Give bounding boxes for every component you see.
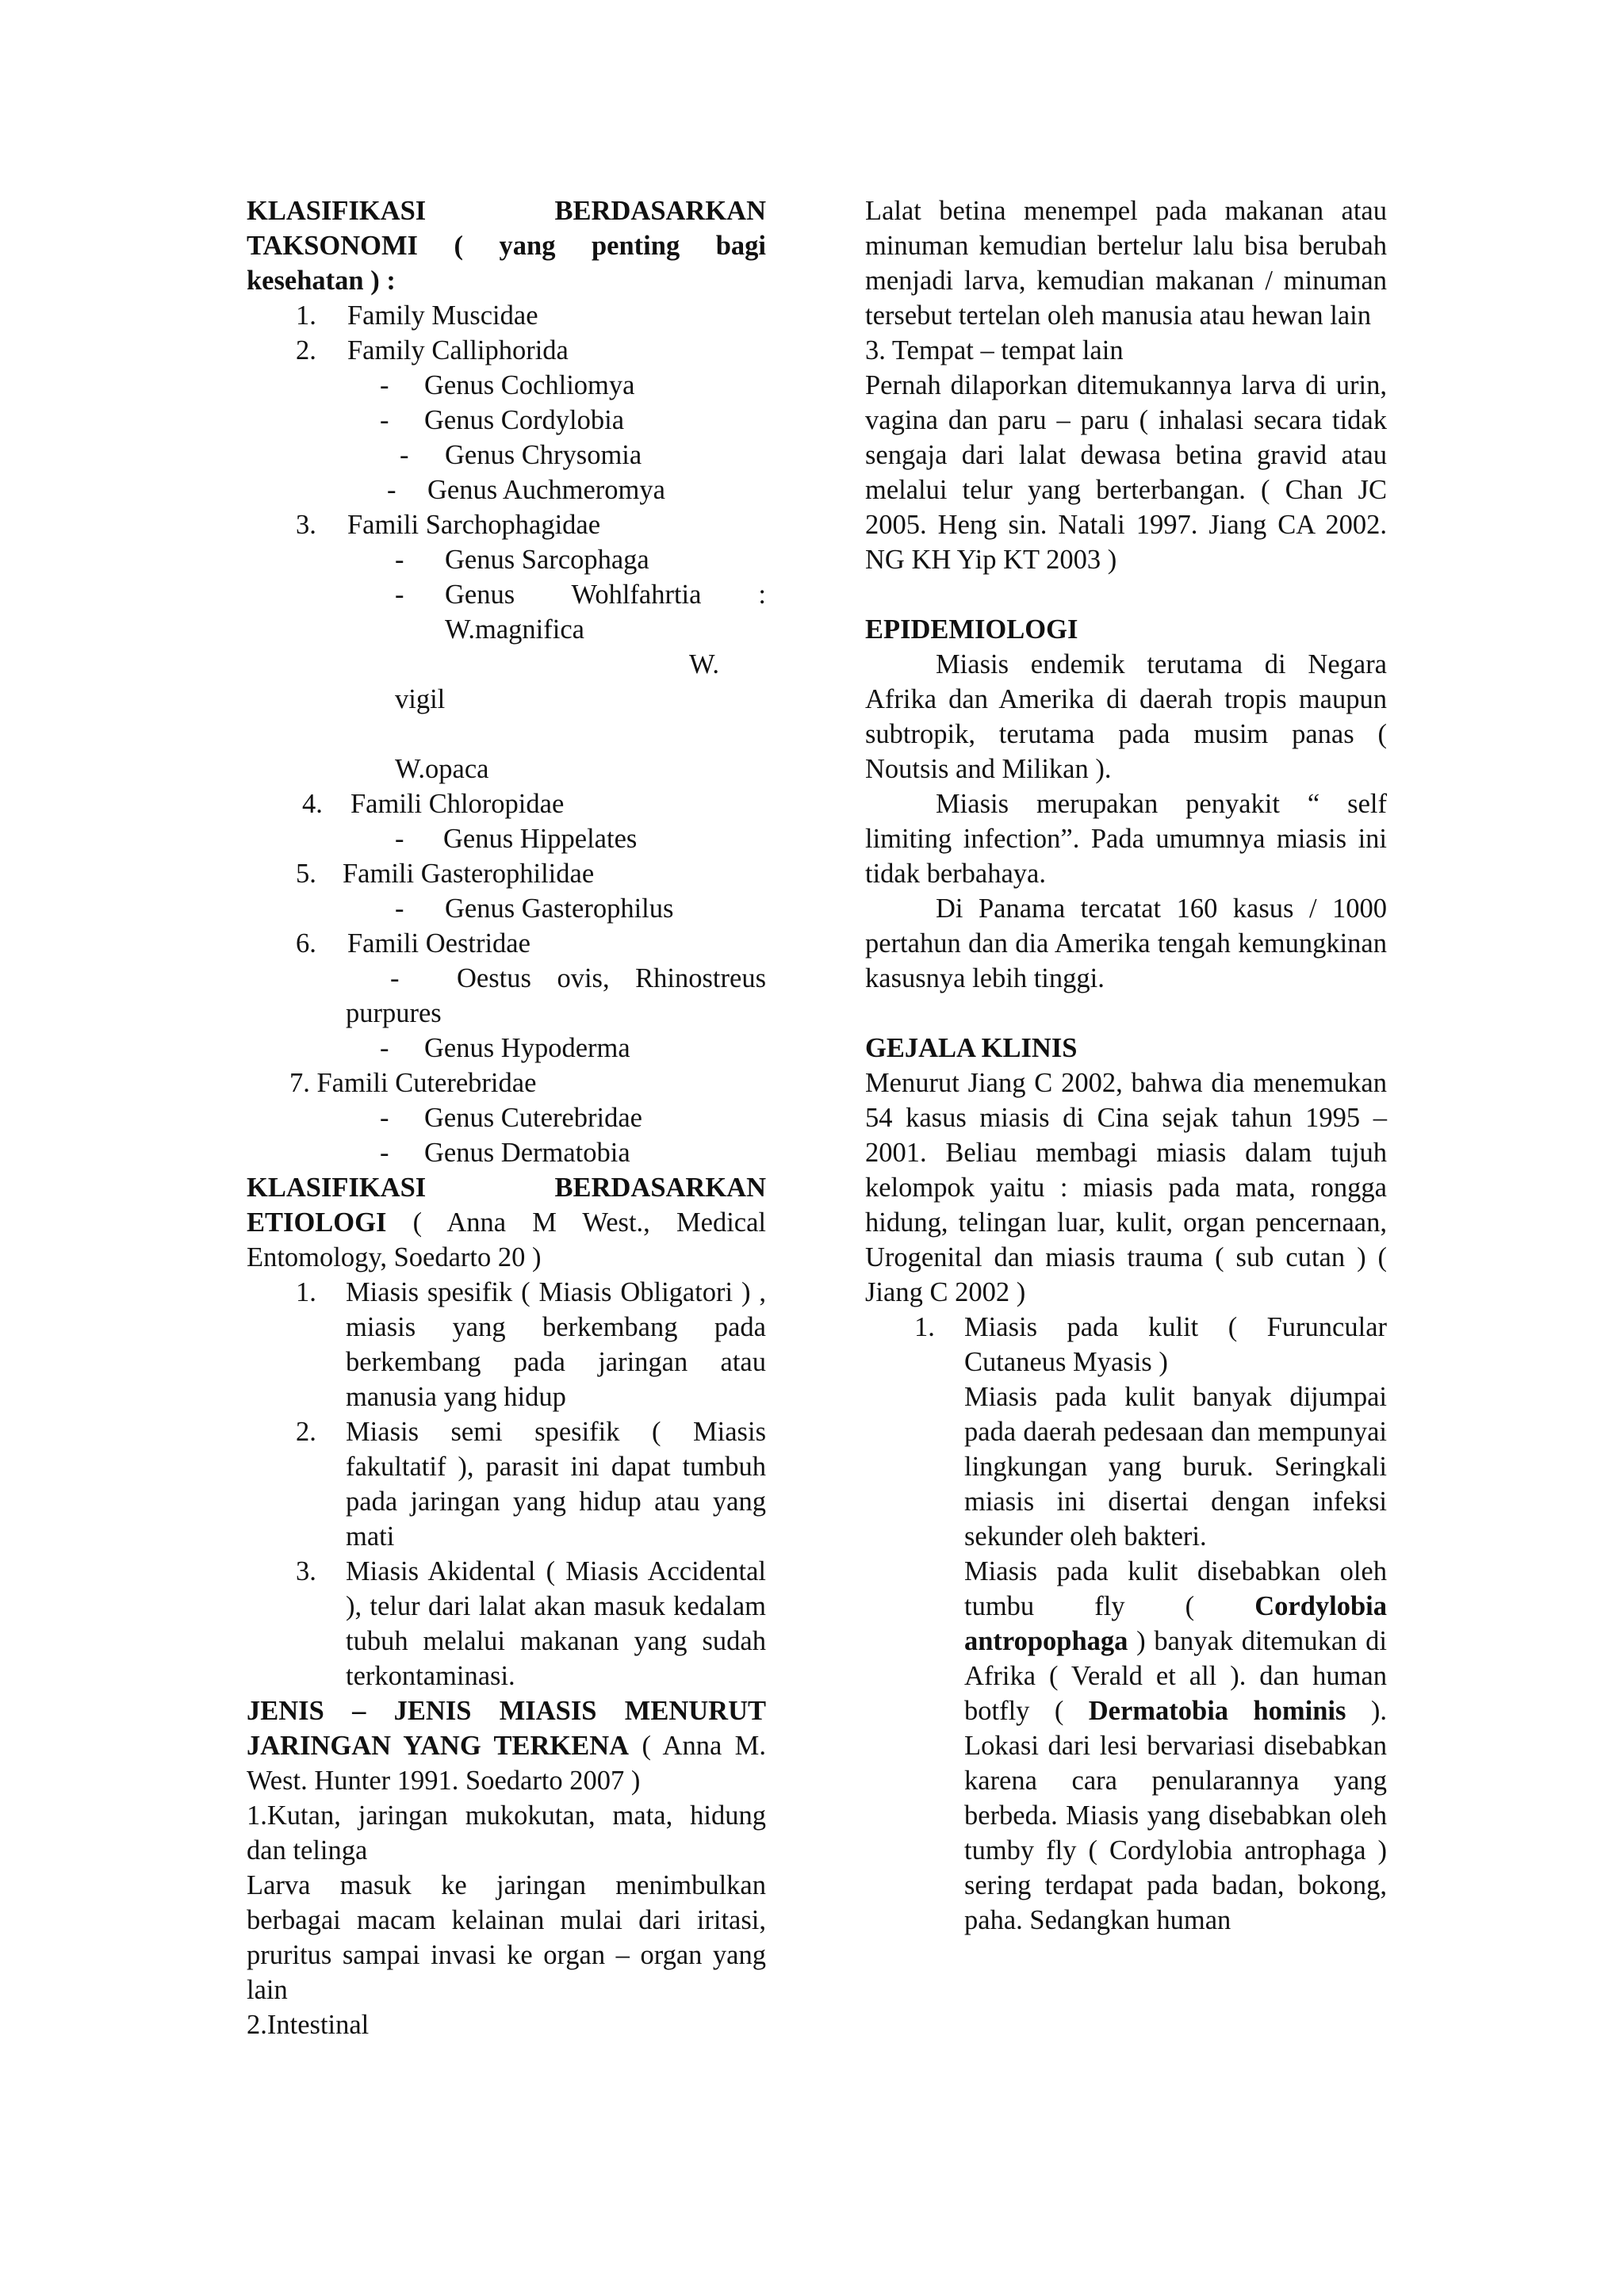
famili-gasterophilidae: Famili Gasterophilidae (343, 859, 595, 889)
dash-bullet: - (400, 440, 409, 470)
species-oestrus: Oestus ovis, Rhinostreus (457, 963, 766, 993)
kulit-item (865, 1310, 1387, 1380)
list-item (247, 333, 766, 368)
species-w-opaca: W.opaca (395, 754, 489, 784)
dash-bullet: - (380, 1138, 389, 1168)
heading-jenis-miasis: JENIS – JENIS MIASIS MENURUT JARINGAN YANG TERKENA (247, 1696, 766, 1761)
list-number: 2. (296, 1417, 316, 1447)
list-item (247, 856, 766, 891)
kulit-text-part: ). Lokasi dari lesi bervariasi disebabkan karena cara penularannya yang berbeda. Miasis yang disebabkan oleh tumby fly ( Cordylobia antrophaga ) sering terdapat pada badan, bokong, paha. Sedangkan human (964, 1696, 1387, 1935)
family-calliphorida: Family Calliphorida (347, 335, 569, 365)
genus-item (247, 542, 766, 577)
etiologi-heading-paragraph (247, 1205, 766, 1275)
species-w-vigil: vigil (395, 684, 446, 714)
genus-item (247, 368, 766, 403)
genus-hypoderma: Genus Hypoderma (424, 1033, 630, 1063)
cordylobia-name: Cordylobia antropophaga (964, 1591, 1387, 1656)
genus-item (247, 438, 766, 473)
list-number: 6. (296, 928, 316, 959)
epidemiologi-paragraph: Miasis endemik terutama di Negara Afrika dan Amerika di daerah tropis maupun subtropik, terutama pada musim panas ( Noutsis and Milikan ). (865, 649, 1387, 784)
intestinal-title: 2.Intestinal (247, 2010, 370, 2040)
genus-gasterophilus: Genus Gasterophilus (445, 894, 674, 924)
etiologi-reference: ( Anna M West., Medical Entomology, Soedarto 20 ) (247, 1207, 766, 1272)
jenis-heading-paragraph (247, 1693, 766, 1798)
genus-item (247, 473, 766, 507)
kutan-title: 1.Kutan, jaringan mukokutan, mata, hidung dan telinga (247, 1800, 766, 1866)
kulit-paragraph: Miasis pada kulit banyak dijumpai pada daerah pedesaan dan mempunyai lingkungan yang buruk. Seringkali miasis ini disertai dengan infeksi sekunder oleh bakteri. (964, 1382, 1387, 1552)
heading-gejala-klinis: GEJALA KLINIS (865, 1033, 1078, 1063)
dash-bullet: - (380, 1033, 389, 1063)
list-number: 2. (296, 335, 316, 365)
species-w-vigil-prefix: W. (689, 649, 720, 679)
jenis-reference: ( Anna M. West. Hunter 1991. Soedarto 2007 ) (247, 1731, 766, 1796)
blank-line (865, 996, 1387, 1031)
list-number: 3. (296, 1556, 316, 1586)
famili-sarchophagidae: Famili Sarchophagidae (347, 510, 601, 540)
dash-bullet: - (395, 894, 404, 924)
tempat-paragraph: Pernah dilaporkan ditemukannya larva di urin, vagina dan paru – paru ( inhalasi secara tidak sengaja dari lalat dewasa betina gravid atau melalui telur yang berterbangan. ( Chan JC 2005. Heng sin. Natali 1997. Jiang CA 2002. NG KH Yip KT 2003 ) (865, 370, 1387, 575)
blank-line (865, 577, 1387, 612)
genus-cuterebridae: Genus Cuterebridae (424, 1103, 642, 1133)
genus-auchmeromya: Genus Auchmeromya (427, 475, 665, 505)
genus-item (247, 821, 766, 856)
genus-item (247, 577, 766, 612)
taksonomi-list (247, 298, 766, 368)
kutan-text: Larva masuk ke jaringan menimbulkan berbagai macam kelainan mulai dari iritasi, pruritus sampai invasi ke organ – organ yang lain (247, 1870, 766, 2005)
heading-klasifikasi-taksonomi-end: kesehatan ) : (247, 266, 396, 296)
species-purpures: purpures (346, 998, 442, 1028)
epidemiologi-paragraph: Di Panama tercatat 160 kasus / 1000 pertahun dan dia Amerika tengah kemungkinan kasusnya lebih tinggi. (865, 894, 1387, 993)
etiologi-item (247, 1275, 766, 1414)
list-number: 1. (296, 300, 316, 331)
epidemiologi-paragraph: Miasis merupakan penyakit “ self limiting infection”. Pada umumnya miasis ini tidak berbahaya. (865, 789, 1387, 889)
dash-bullet: - (380, 1103, 389, 1133)
species-w-magnifica: W.magnifica (445, 614, 584, 645)
dash-bullet: - (387, 475, 396, 505)
genus-chrysomia: Genus Chrysomia (445, 440, 642, 470)
genus-item (247, 1100, 766, 1135)
etiologi-item (247, 1414, 766, 1554)
dash-bullet: - (380, 370, 389, 400)
kulit-text-part: Miasis pada kulit disebabkan oleh tumbu fly ( (964, 1556, 1387, 1621)
list-item (247, 1066, 766, 1100)
genus-dermatobia: Genus Dermatobia (424, 1138, 630, 1168)
dash-bullet: - (395, 824, 404, 854)
list-number: 1. (914, 1312, 935, 1342)
genus-hippelates: Genus Hippelates (443, 824, 638, 854)
list-item (247, 298, 766, 333)
list-number: 4. (302, 789, 323, 819)
heading-klasifikasi-taksonomi: KLASIFIKASI BERDASARKAN TAKSONOMI ( yang penting bagi (247, 196, 766, 261)
right-column (865, 193, 1387, 1938)
heading-etiologi: ETIOLOGI (247, 1207, 387, 1238)
kulit-paragraph-2 (865, 1554, 1387, 1938)
dermatobia-name: Dermatobia hominis (1088, 1696, 1346, 1726)
miasis-akidental-text: Miasis Akidental ( Miasis Accidental ), telur dari lalat akan masuk kedalam tubuh melalui makanan yang sudah terkontaminasi. (346, 1556, 766, 1691)
heading-klasifikasi-etiologi: KLASIFIKASI BERDASARKAN (247, 1173, 766, 1203)
list-number: 7. (289, 1068, 310, 1098)
genus-item (247, 961, 766, 996)
dash-bullet: - (380, 405, 389, 435)
miasis-semi-spesifik-text: Miasis semi spesifik ( Miasis fakultatif ), parasit ini dapat tumbuh pada jaringan yang hidup atau yang mati (346, 1417, 766, 1552)
famili-oestridae: Famili Oestridae (347, 928, 530, 959)
miasis-spesifik-text: Miasis spesifik ( Miasis Obligatori ) , miasis yang berkembang pada berkembang pada jaringan atau manusia yang hidup (346, 1277, 766, 1412)
dash-bullet: - (395, 580, 404, 610)
genus-item (247, 891, 766, 926)
famili-cuterebridae: Famili Cuterebridae (316, 1068, 537, 1098)
lalat-paragraph: Lalat betina menempel pada makanan atau minuman kemudian bertelur lalu bisa berubah menjadi larva, kemudian makanan / minuman tersebut tertelan oleh manusia atau hewan lain (865, 196, 1387, 331)
dash-bullet: - (390, 963, 400, 993)
kulit-title: Miasis pada kulit ( Furuncular Cutaneus Myasis ) (964, 1312, 1387, 1377)
list-number: 5. (296, 859, 316, 889)
genus-cordylobia: Genus Cordylobia (424, 405, 625, 435)
family-muscidae: Family Muscidae (347, 300, 538, 331)
dash-bullet: - (395, 545, 404, 575)
heading-epidemiologi: EPIDEMIOLOGI (865, 614, 1078, 645)
list-item (247, 926, 766, 961)
list-number: 1. (296, 1277, 316, 1307)
genus-sarcophaga: Genus Sarcophaga (445, 545, 649, 575)
list-number: 3. (296, 510, 316, 540)
famili-chloropidae: Famili Chloropidae (350, 789, 565, 819)
genus-item (247, 403, 766, 438)
tempat-title: 3. Tempat – tempat lain (865, 335, 1124, 365)
genus-cochliomya: Genus Cochliomya (424, 370, 635, 400)
list-item (247, 507, 766, 542)
genus-item (247, 1135, 766, 1170)
kulit-text-part: ) banyak ditemukan di Afrika ( Verald et all ). dan human botfly ( (964, 1626, 1387, 1726)
gejala-paragraph: Menurut Jiang C 2002, bahwa dia menemukan 54 kasus miasis di Cina sejak tahun 1995 – 2001. Beliau membagi miasis dalam tujuh kelompok yaitu : miasis pada mata, rongga hidung, telingan luar, kulit, organ pencernaan, Urogenital dan miasis trauma ( sub cutan ) ( Jiang C 2002 ) (865, 1068, 1387, 1307)
genus-wohlfahrtia: Genus Wohlfahrtia : (445, 580, 766, 610)
blank-line (247, 717, 766, 752)
etiologi-item (247, 1554, 766, 1693)
list-item (247, 786, 766, 821)
genus-item (247, 1031, 766, 1066)
left-column (247, 193, 766, 2042)
